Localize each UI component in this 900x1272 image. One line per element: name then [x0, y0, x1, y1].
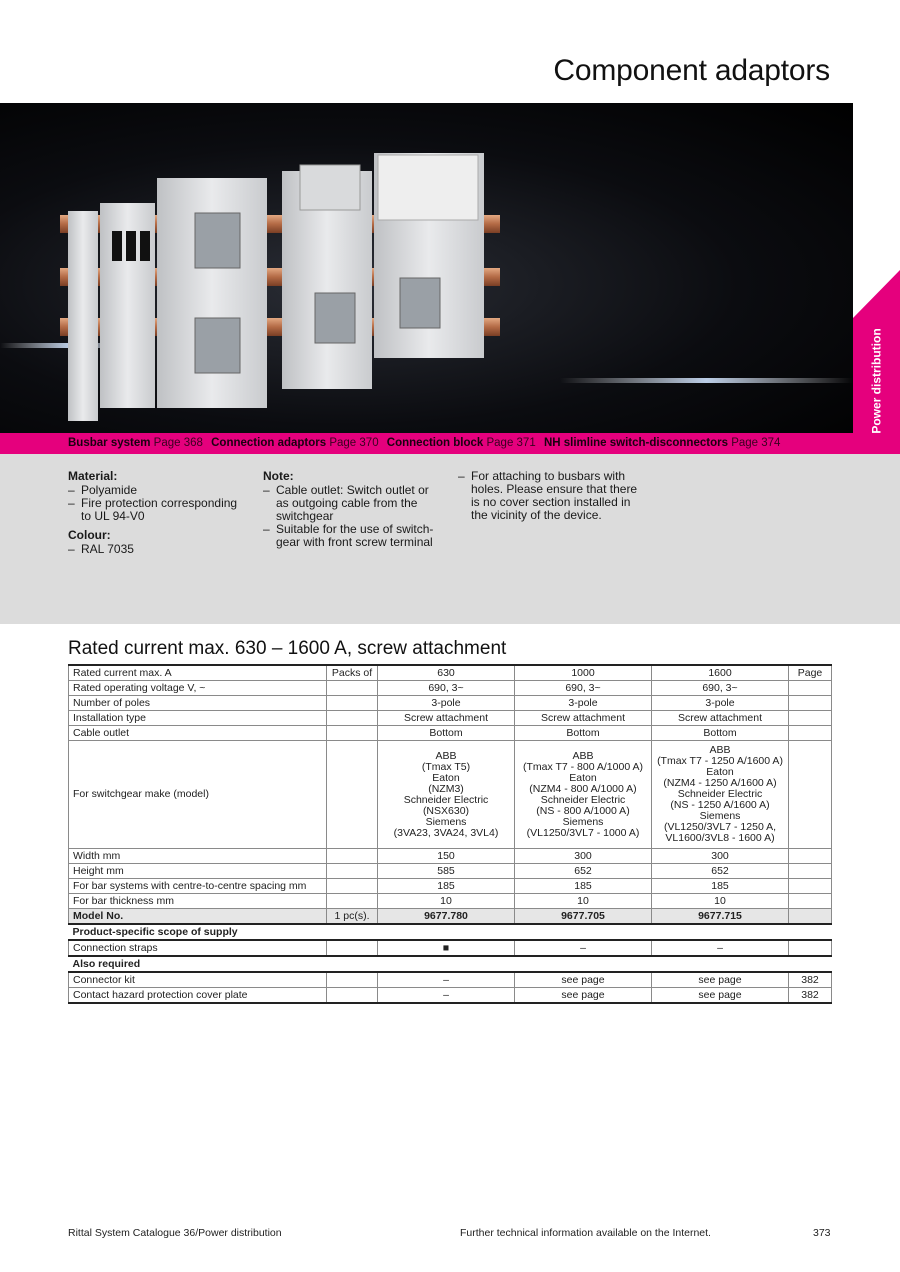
table-cell: 690, 3~ [652, 681, 789, 696]
switchgear-cell [378, 741, 515, 849]
switchgear-line: ABB [572, 749, 594, 762]
row-label: For bar thickness mm [69, 894, 327, 909]
note-continued-column [458, 470, 638, 528]
table-cell [789, 726, 832, 741]
table-row [69, 972, 832, 988]
switchgear-line: Siemens [562, 815, 604, 828]
table-cell [327, 681, 378, 696]
table-cell [327, 894, 378, 909]
table-row [69, 988, 832, 1004]
row-label: Cable outlet [69, 726, 327, 741]
table-cell [327, 741, 378, 849]
row-label: Installation type [69, 711, 327, 726]
material-column [68, 470, 248, 562]
table-cell: 10 [515, 894, 652, 909]
table-section-row [69, 924, 832, 940]
colour-heading: Colour: [68, 528, 111, 542]
table-cell [789, 681, 832, 696]
table-cell: Bottom [515, 726, 652, 741]
table-cell: 185 [515, 879, 652, 894]
table-cell: 652 [515, 864, 652, 879]
table-cell [789, 894, 832, 909]
table-cell: – [378, 972, 515, 988]
model-number-row [69, 909, 832, 925]
model-number: 9677.780 [378, 909, 515, 925]
table-row [69, 711, 832, 726]
table-cell: ■ [378, 940, 515, 956]
info-panel [0, 454, 900, 624]
switchgear-line: (NZM4 - 800 A/1000 A) [529, 782, 637, 795]
table-cell [789, 741, 832, 849]
row-label: Connector kit [69, 972, 327, 988]
table-row [69, 696, 832, 711]
nav-link-nh-slimline[interactable] [544, 437, 781, 449]
row-label: Connection straps [69, 940, 327, 956]
table-cell: 585 [378, 864, 515, 879]
table-cell: – [378, 988, 515, 1004]
switchgear-line: (Tmax T7 - 800 A/1000 A) [522, 760, 644, 773]
table-cell: 3-pole [378, 696, 515, 711]
nav-page: Page 374 [731, 437, 781, 449]
switchgear-line: (Tmax T7 - 1250 A/1600 A) [657, 755, 783, 767]
column-header: Packs of [327, 665, 378, 681]
table-cell [789, 711, 832, 726]
row-label: Height mm [69, 864, 327, 879]
nav-link-connection-adaptors[interactable] [211, 437, 378, 449]
switchgear-line: (VL1250/3VL7 - 1000 A) [526, 826, 640, 839]
switchgear-line: Siemens [699, 810, 741, 822]
model-number: 9677.715 [652, 909, 789, 925]
table-section-row [69, 956, 832, 972]
table-cell: 300 [515, 849, 652, 864]
column-header: Page [789, 665, 832, 681]
table-row [69, 741, 832, 849]
table-cell [789, 879, 832, 894]
table-cell: 382 [789, 972, 832, 988]
table-cell: Bottom [652, 726, 789, 741]
section-heading: Product-specific scope of supply [69, 924, 832, 940]
specification-table [68, 664, 832, 1004]
page-number: 373 [813, 1227, 831, 1239]
page-title: Component adaptors [553, 54, 830, 87]
row-label: For switchgear make (model) [69, 741, 327, 849]
table-cell [789, 864, 832, 879]
switchgear-line: Eaton [569, 771, 597, 784]
table-cell: 150 [378, 849, 515, 864]
table-cell [327, 940, 378, 956]
column-header: 1000 [515, 665, 652, 681]
table-row [69, 879, 832, 894]
table-cell: see page [652, 972, 789, 988]
switchgear-line: (NZM4 - 1250 A/1600 A) [663, 777, 777, 789]
row-label: Width mm [69, 849, 327, 864]
table-cell: Screw attachment [515, 711, 652, 726]
switchgear-line: (NS - 1250 A/1600 A) [670, 799, 770, 811]
table-cell [327, 972, 378, 988]
table-cell: 185 [378, 879, 515, 894]
material-item: – Polyamide [68, 484, 248, 497]
table-cell [327, 864, 378, 879]
switchgear-line: (VL1250/3VL7 - 1250 A, [663, 821, 777, 833]
table-cell: 3-pole [652, 696, 789, 711]
switchgear-line: ABB [709, 744, 731, 756]
table-cell [789, 909, 832, 925]
table-cell: Bottom [378, 726, 515, 741]
nav-link-busbar-system[interactable] [68, 437, 203, 449]
table-cell: – [515, 940, 652, 956]
section-title: Rated current max. 630 – 1600 A, screw attachment [68, 638, 507, 659]
table-cell [327, 988, 378, 1004]
table-cell: see page [652, 988, 789, 1004]
table-cell: 10 [378, 894, 515, 909]
footer-catalogue: Rittal System Catalogue 36/Power distribution [68, 1227, 282, 1239]
switchgear-line: Schneider Electric [403, 793, 489, 806]
table-cell [789, 696, 832, 711]
table-cell: 690, 3~ [378, 681, 515, 696]
table-cell: 1 pc(s). [327, 909, 378, 925]
switchgear-line: VL1600/3VL8 - 1600 A) [665, 832, 775, 844]
section-heading: Also required [69, 956, 832, 972]
table-cell [327, 696, 378, 711]
switchgear-line: (NS - 800 A/1000 A) [536, 804, 630, 817]
table-cell: Screw attachment [378, 711, 515, 726]
switchgear-line: Eaton [432, 771, 460, 784]
switchgear-line: Schneider Electric [677, 788, 763, 800]
row-label: Contact hazard protection cover plate [69, 988, 327, 1004]
nav-label: Connection block [386, 437, 484, 449]
table-cell: – [652, 940, 789, 956]
note-item: – Cable outlet: Switch outlet or as outgoing cable from the switchgear [263, 484, 443, 523]
switchgear-line: Eaton [706, 766, 734, 778]
switchgear-cell [515, 741, 652, 849]
switchgear-line: Siemens [425, 815, 467, 828]
table-cell [327, 879, 378, 894]
product-photo [0, 103, 853, 433]
row-label: Number of poles [69, 696, 327, 711]
row-label: Rated current max. A [69, 665, 327, 681]
model-number: 9677.705 [515, 909, 652, 925]
nav-page: Page 370 [329, 437, 379, 449]
note-column [263, 470, 443, 555]
row-label: For bar systems with centre-to-centre spacing mm [69, 879, 327, 894]
switchgear-line: ABB [435, 749, 457, 762]
table-cell [789, 849, 832, 864]
side-tab-text: Power distribution [869, 328, 884, 434]
table-row [69, 681, 832, 696]
table-row [69, 726, 832, 741]
table-cell: 690, 3~ [515, 681, 652, 696]
switchgear-line: (3VA23, 3VA24, 3VL4) [393, 826, 499, 839]
material-heading: Material: [68, 469, 118, 483]
table-cell: 300 [652, 849, 789, 864]
colour-item: – RAL 7035 [68, 543, 248, 556]
switchgear-line: (NZM3) [428, 782, 464, 795]
nav-label: NH slimline switch-disconnectors [543, 437, 728, 449]
table-cell: 3-pole [515, 696, 652, 711]
footer-note: Further technical information available on the Internet. [460, 1227, 711, 1239]
table-cell [327, 711, 378, 726]
note-heading: Note: [263, 469, 294, 483]
table-header-row [69, 665, 832, 681]
table-row [69, 894, 832, 909]
table-cell: see page [515, 988, 652, 1004]
table-cell: see page [515, 972, 652, 988]
table-cell: Screw attachment [652, 711, 789, 726]
table-cell [327, 726, 378, 741]
table-cell [327, 849, 378, 864]
table-cell [789, 940, 832, 956]
nav-page: Page 371 [486, 437, 536, 449]
column-header: 1600 [652, 665, 789, 681]
switchgear-cell [652, 741, 789, 849]
nav-link-connection-block[interactable] [387, 437, 536, 449]
table-cell: 652 [652, 864, 789, 879]
table-row [69, 864, 832, 879]
column-header: 630 [378, 665, 515, 681]
note-item: – For attaching to busbars with holes. Please ensure that there is no cover section installed in the vicinity of the device. [458, 470, 638, 522]
row-label: Rated operating voltage V, ~ [69, 681, 327, 696]
switchgear-line: Schneider Electric [540, 793, 626, 806]
table-cell: 382 [789, 988, 832, 1004]
nav-label: Connection adaptors [211, 437, 327, 449]
switchgear-line: (Tmax T5) [421, 760, 471, 773]
nav-page: Page 368 [153, 437, 203, 449]
row-label: Model No. [69, 909, 327, 925]
switchgear-line: (NSX630) [422, 804, 470, 817]
table-cell: 10 [652, 894, 789, 909]
table-cell: 185 [652, 879, 789, 894]
table-row [69, 849, 832, 864]
note-item: – Suitable for the use of switch-gear with front screw terminal [263, 523, 443, 549]
nav-label: Busbar system [68, 437, 151, 449]
material-item: – Fire protection corresponding to UL 94-V0 [68, 497, 248, 523]
product-navigation-bar [0, 433, 853, 454]
table-row [69, 940, 832, 956]
